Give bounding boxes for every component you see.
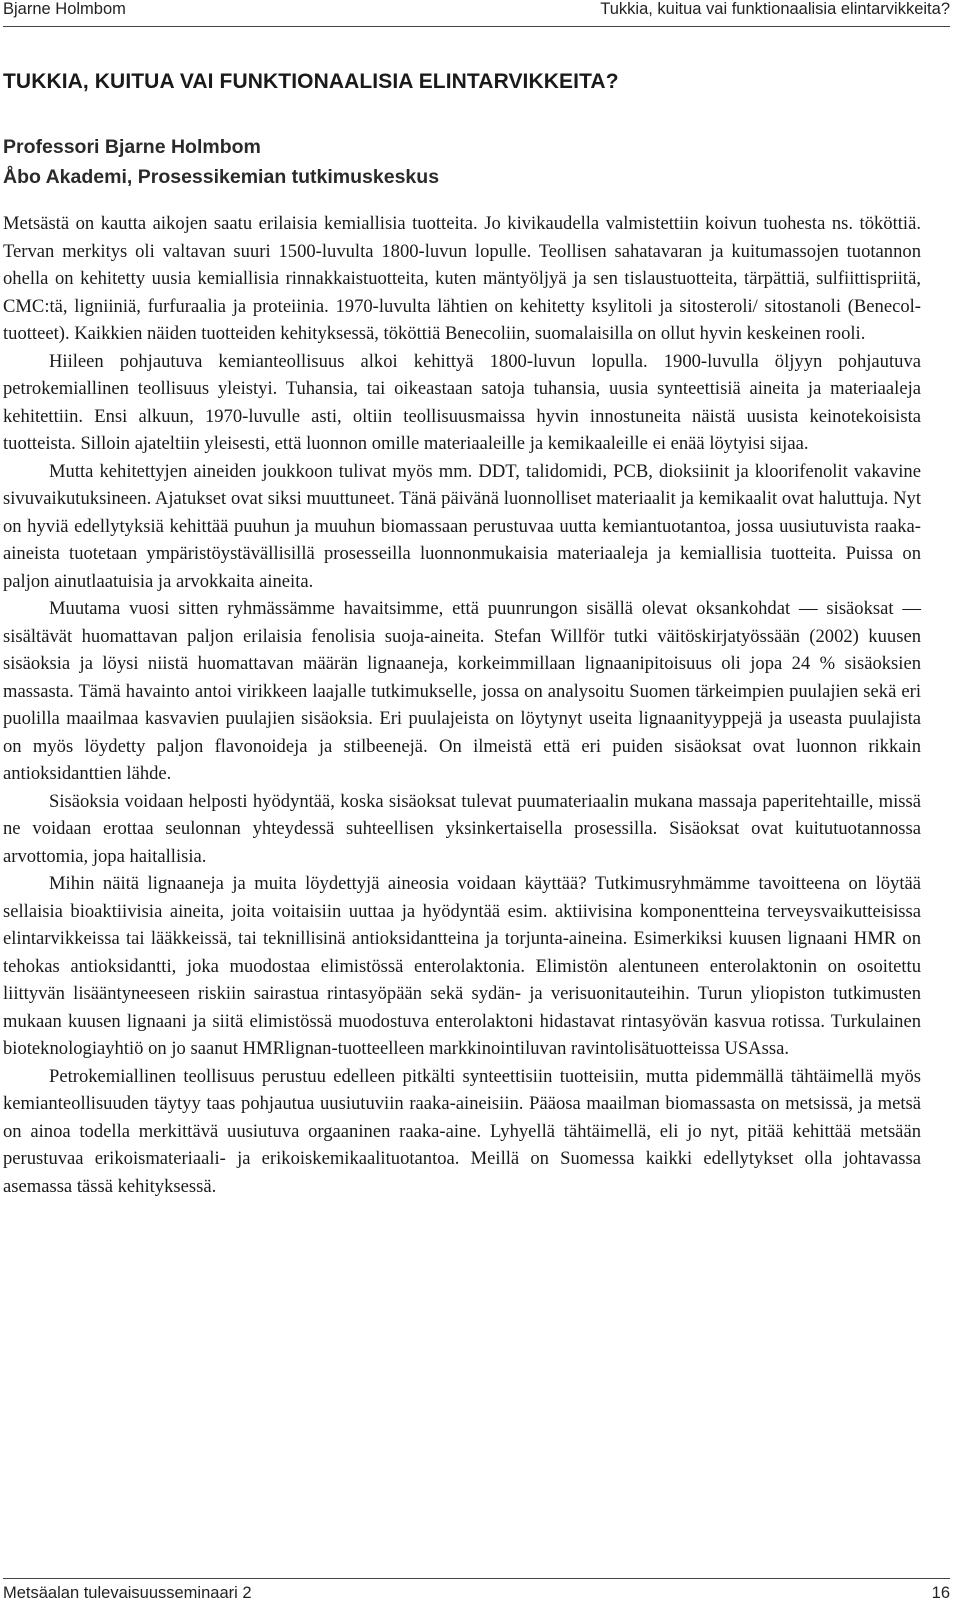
footer-publication: Metsäalan tulevaisuusseminaari 2 — [3, 1584, 252, 1602]
paragraph-6: Mihin näitä lignaaneja ja muita löydettyjä aineosia voidaan käyttää? Tutkimusryhmämme tavoitteena on löytää sellaisia bioaktiivisia aineita, joita voitaisiin uuttaa ja hyödyntää esim. aktiivisina komponentteina terveysvaikutteisissa elintarvikkeissa tai lääkkeissä, tai teknillisinä antioksidantteina ja torjunta-aineina. Esimerkiksi kuusen lignaani HMR on tehokas antioksidantti, joka muodostaa elimistössä enterolaktonia. Elimistön alentuneen enterolaktonin on osoitettu liittyvän lisääntyneeseen riskiin sairastua rintasyöpään sekä sydän- ja verisuonitauteihin. Turun yliopiston tutkimusten mukaan kuusen lignaani ja siitä elimistössä muodostuva enterolaktoni hidastavat rintasyövän kasvua rotissa. Turkulainen bioteknologiayhtiö on jo saanut HMRlignan-tuotteelleen markkinointiluvan ravintolisätuotteissa USAssa. — [3, 873, 921, 1059]
running-header — [3, 0, 950, 26]
header-divider — [3, 26, 950, 27]
author-block — [3, 132, 439, 192]
running-footer — [3, 1584, 950, 1603]
footer-divider — [3, 1578, 950, 1579]
page-number: 16 — [931, 1584, 950, 1602]
article-body — [3, 210, 921, 1200]
paragraph-2: Hiileen pohjautuva kemianteollisuus alkoi kehittyä 1800-luvun lopulla. 1900-luvulla öljyyn pohjautuva petrokemiallinen teollisuus yleistyi. Tuhansia, tai oikeastaan satoja tuhansia, uusia synteettisiä aineita ja materiaaleja kehitettiin. Ensi alkuun, 1970-luvulle asti, oltiin teollisuusmaissa hyvin innostuneita näistä uusista keinotekoisista tuotteista. Silloin ajateltiin yleisesti, että luonnon omille materiaaleille ja kemikaaleille ei enää löytyisi sijaa. — [3, 350, 921, 454]
paragraph-1: Metsästä on kautta aikojen saatu erilaisia kemiallisia tuotteita. Jo kivikaudella valmistettiin koivun tuohesta ns. tököttiä. Tervan merkitys oli valtavan suuri 1500-luvulta 1800-luvun lopulle. Teollisen sahatavaran ja kuitumassojen tuotannon ohella on kehitetty uusia kemiallisia rinnakkaistuotteita, kuten mäntyöljyä ja sen tislaustuotteita, tärpättiä, sulfiittispriitä, CMC:tä, ligniiniä, furfuraalia ja proteiinia. 1970-luvulta lähtien on kehitetty ksylitoli ja sitosteroli/ sitostanoli (Benecol-tuotteet). Kaikkien näiden tuotteiden kehityksessä, tököttiä Benecoliin, suomalaisilla on ollut hyvin keskeinen rooli. — [3, 213, 921, 344]
header-author: Bjarne Holmbom — [3, 0, 126, 18]
article-title: TUKKIA, KUITUA VAI FUNKTIONAALISIA ELINTARVIKKEITA? — [3, 70, 619, 93]
paragraph-7: Petrokemiallinen teollisuus perustuu edelleen pitkälti synteettisiin tuotteisiin, mutta pidemmällä tähtäimellä myös kemianteollisuuden täytyy taas pohjautua uusiutuviin raaka-aineisiin. Pääosa maailman biomassasta on metsissä, ja metsä on ainoa todella merkittävä uusiutuva orgaaninen raaka-aine. Lyhyellä tähtäimellä, eli jo nyt, pitää kehittää metsään perustuvaa erikoismateriaali- ja erikoiskemikaalituotantoa. Meillä on Suomessa kaikki edellytykset olla johtavassa asemassa tässä kehityksessä. — [3, 1065, 921, 1197]
header-title: Tukkia, kuitua vai funktionaalisia elintarvikkeita? — [600, 0, 950, 18]
author-name: Professori Bjarne Holmbom — [3, 136, 261, 158]
paragraph-4: Muutama vuosi sitten ryhmässämme havaitsimme, että puunrungon sisällä olevat oksankohdat — sisäoksat — sisältävät huomattavan paljon erilaisia fenolisia suoja-aineita. Stefan Willför tutki väitöskirjatyössään (2002) kuusen sisäoksia ja löysi niistä huomattavan määrän lignaaneja, korkeimmillaan lignaanipitoisuus oli jopa 24 % sisäoksien massasta. Tämä havainto antoi virikkeen laajalle tutkimukselle, jossa on analysoitu Suomen tärkeimpien puulajien sekä eri puolilla maailmaa kasvavien puulajien sisäoksia. Eri puulajeista on löytynyt useita lignaanityyppejä ja useasta puulajista on myös löydetty paljon flavonoideja ja stilbeenejä. On ilmeistä että eri puiden sisäoksat ovat luonnon rikkain antioksidanttien lähde. — [3, 598, 921, 784]
paragraph-5: Sisäoksia voidaan helposti hyödyntää, koska sisäoksat tulevat puumateriaalin mukana massaja paperitehtaille, missä ne voidaan erottaa seulonnan yhteydessä suhteellisen yksinkertaisella prosessilla. Sisäoksat ovat kuitutuotannossa arvottomia, jopa haitallisia. — [3, 790, 921, 867]
paragraph-3: Mutta kehitettyjen aineiden joukkoon tulivat myös mm. DDT, talidomidi, PCB, dioksiinit ja kloorifenolit vakavine sivuvaikutuksineen. Ajatukset ovat siksi muuttuneet. Tänä päivänä luonnolliset materiaalit ja kemikaalit ovat haluttuja. Nyt on hyviä edellytyksiä kehittää puuhun ja muuhun biomassaan perustuvaa uutta kemiantuotantoa, jossa uusiutuvista raaka-aineista tuotetaan ympäristöystävällisillä prosesseilla luonnonmukaisia materiaaleja ja kemiallisia tuotteita. Puissa on paljon ainutlaatuisia ja arvokkaita aineita. — [3, 460, 921, 592]
author-affiliation: Åbo Akademi, Prosessikemian tutkimuskeskus — [3, 166, 440, 188]
